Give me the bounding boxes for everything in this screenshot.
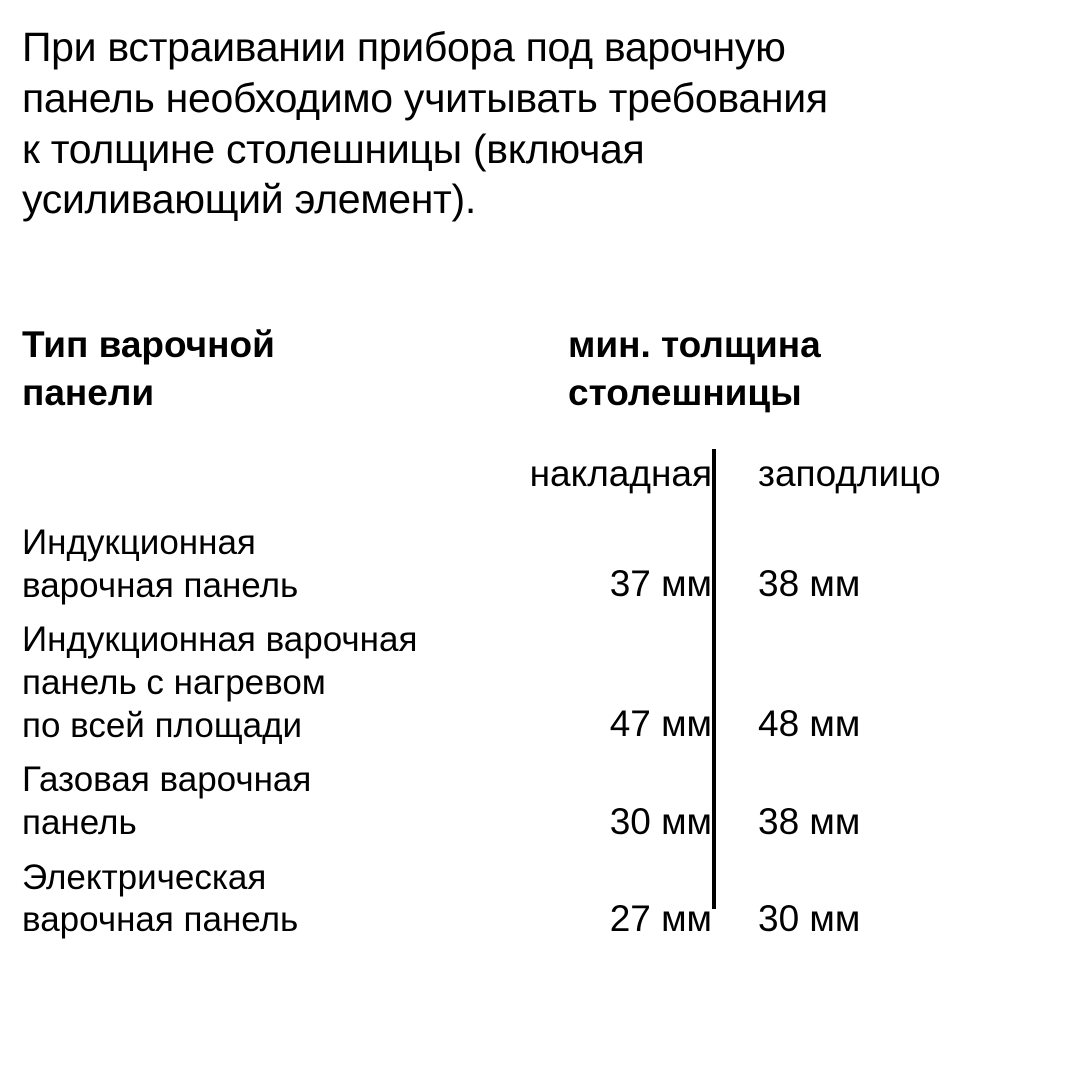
header-hob-type: Тип варочной панели — [22, 324, 275, 414]
row-flush-value: 38 мм — [758, 563, 861, 605]
row-flush-value: 48 мм — [758, 703, 861, 745]
table-row — [22, 759, 1062, 844]
row-label: Газовая варочная панель — [22, 760, 312, 843]
intro-paragraph: При встраивании прибора под варочную панель необходимо учитывать требования к толщине столешницы (включая усиливающий элемент). — [22, 24, 828, 223]
table-row — [22, 522, 1062, 607]
table-header-row — [22, 321, 1062, 417]
row-label: Индукционная варочная панель — [22, 522, 299, 605]
row-overlay-value: 27 мм — [609, 898, 712, 940]
table-row — [22, 619, 1062, 747]
subheader-flush: заподлицо — [758, 452, 941, 494]
row-flush-value: 30 мм — [758, 898, 861, 940]
subheader-overlay: накладная — [529, 452, 712, 494]
table-body — [22, 522, 1062, 942]
row-flush-value: 38 мм — [758, 800, 861, 842]
worktop-thickness-table — [22, 321, 1062, 942]
column-divider — [712, 449, 716, 909]
row-overlay-value: 37 мм — [609, 563, 712, 605]
row-label: Электрическая варочная панель — [22, 857, 299, 940]
row-overlay-value: 47 мм — [609, 703, 712, 745]
row-overlay-value: 30 мм — [609, 800, 712, 842]
header-min-thickness: мин. толщина столешницы — [568, 324, 821, 414]
table-row — [22, 857, 1062, 942]
table-subheader-row — [22, 452, 1062, 496]
row-label: Индукционная варочная панель с нагревом по всей площади — [22, 620, 418, 745]
